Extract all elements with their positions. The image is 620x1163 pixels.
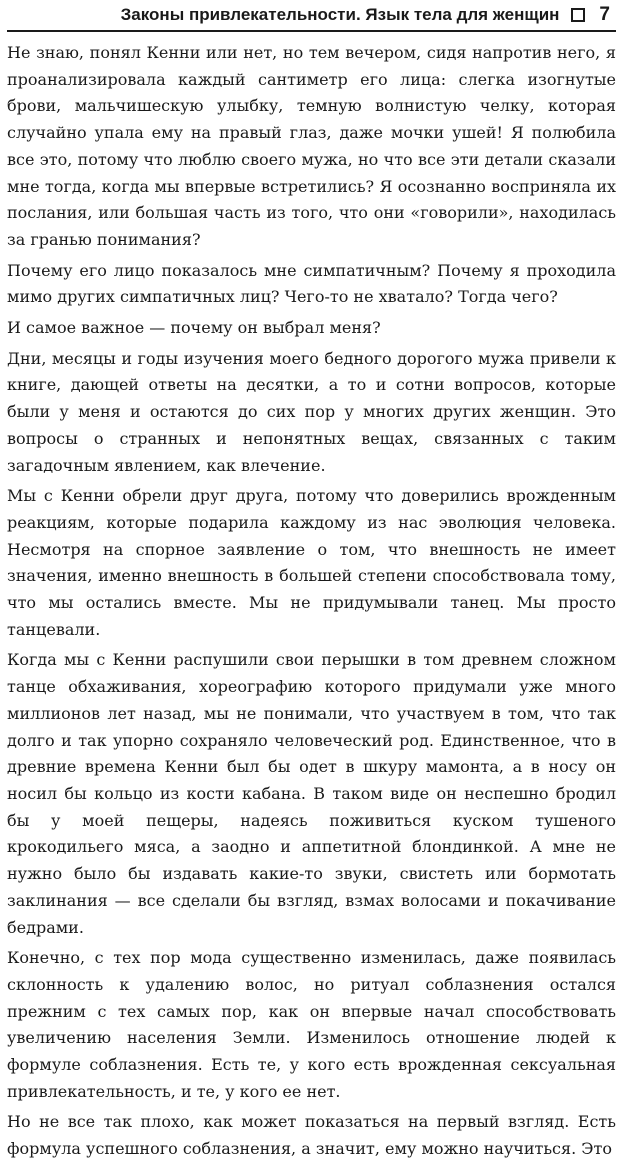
body-text [7,40,616,1163]
paragraph-4: Дни, месяцы и годы изучения моего бедного дорогого мужа привели к книге, дающей ответы на десятки, а то и сотни вопросов, которые были у меня и остаются до сих пор у многих других женщин. Это вопросы о странных и непонятных вещах, связанных с таким загадочным явлением, как влечение. [7,348,616,475]
running-title: Законы привлекательности. Язык тела для женщин [120,5,560,24]
square-bullet-icon [571,8,585,22]
running-header [7,0,616,32]
paragraph-5: Мы с Кенни обрели друг друга, потому что доверились врожденным реакциям, которые подарила каждому из нас эволюция человека. Несмотря на спорное заявление о том, что внешность не имеет значения, именно внешность в большей степени способствовала тому, что мы остались вместе. Мы не придумывали танец. Мы просто танцевали. [7,486,616,639]
paragraph-7: Конечно, с тех пор мода существенно изменилась, даже появилась склонность к удалению волос, но ритуал соблазнения остался прежним с тех самых пор, как он впервые начал способствовать увеличению населения Земли. Изменилось отношение людей к формуле соблазнения. Есть те, у кого есть врожденная сексуальная привлекательность, и те, у кого ее нет. [7,948,616,1101]
paragraph-1: Не знаю, понял Кенни или нет, но тем вечером, сидя напротив него, я проанализировала каждый сантиметр его лица: слегка изогнутые брови, мальчишескую улыбку, темную волнистую челку, которая случайно упала ему на правый глаз, даже мочки ушей! Я полюбила все это, потому что люблю своего мужа, но что все эти детали сказали мне тогда, когда мы впервые встретились? Я осознанно восприняла их послания, или большая часть из того, что они «говорили», находилась за гранью понимания? [7,43,616,249]
paragraph-2: Почему его лицо показалось мне симпатичным? Почему я проходила мимо других симпатичных лиц? Чего-то не хватало? Тогда чего? [7,260,616,307]
paragraph-8: Но не все так плохо, как может показаться на первый взгляд. Есть формула успешного соблазнения, а значит, ему можно научиться. Это [7,1112,616,1159]
paragraph-3: И самое важное — почему он выбрал меня? [7,318,381,338]
page-number: 7 [599,4,610,25]
paragraph-6: Когда мы с Кенни распушили свои перышки в том древнем сложном танце обхаживания, хореографию которого придумали уже много миллионов лет назад, мы не понимали, что участвуем в том, что так долго и так упорно сохраняло человеческий род. Единственное, что в древние времена Кенни был бы одет в шкуру мамонта, а в носу он носил бы кольцо из кости кабана. В таком виде он неспешно бродил бы у моей пещеры, надеясь поживиться куском тушеного крокодильего мяса, а заодно и аппетитной блондинкой. А мне не нужно было бы издавать какие-то звуки, свистеть или бормотать заклинания — все сделали бы взгляд, взмах волосами и покачивание бедрами. [7,650,616,937]
